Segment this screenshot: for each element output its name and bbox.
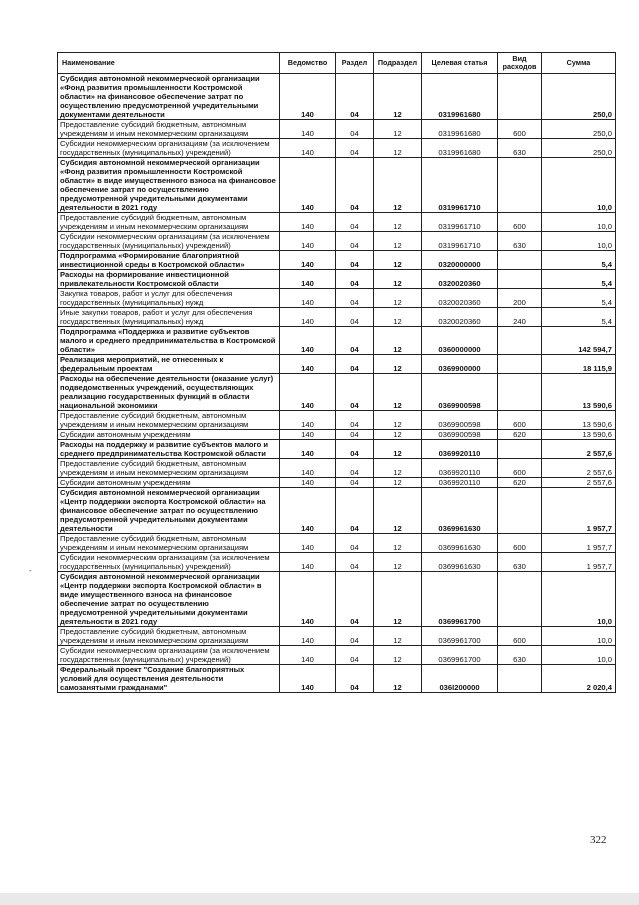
cell-vedomstvo: 140 <box>280 270 336 289</box>
cell-podrazdel: 12 <box>374 120 422 139</box>
table-row <box>58 139 616 158</box>
cell-vid-rashodov <box>498 158 542 213</box>
cell-celevaya-statya: 0320020360 <box>422 308 498 327</box>
cell-vedomstvo: 140 <box>280 213 336 232</box>
cell-vedomstvo: 140 <box>280 430 336 440</box>
cell-razdel: 04 <box>336 327 374 355</box>
cell-name: Субсидии некоммерческим организациям (за исключением государственных (муниципальных) учреждений) <box>58 646 280 665</box>
cell-summa: 1 957,7 <box>542 553 616 572</box>
cell-vedomstvo: 140 <box>280 459 336 478</box>
cell-summa: 2 557,6 <box>542 459 616 478</box>
table-row <box>58 478 616 488</box>
cell-razdel: 04 <box>336 232 374 251</box>
cell-razdel: 04 <box>336 213 374 232</box>
cell-podrazdel: 12 <box>374 232 422 251</box>
cell-vid-rashodov <box>498 488 542 534</box>
cell-vid-rashodov: 630 <box>498 646 542 665</box>
cell-vid-rashodov <box>498 74 542 120</box>
cell-vedomstvo: 140 <box>280 488 336 534</box>
header-name: Наименование <box>58 53 280 74</box>
cell-podrazdel: 12 <box>374 534 422 553</box>
cell-summa: 10,0 <box>542 627 616 646</box>
cell-name: Предоставление субсидий бюджетным, автономным учреждениям и иным некоммерческим организациям <box>58 120 280 139</box>
cell-podrazdel: 12 <box>374 478 422 488</box>
cell-vid-rashodov <box>498 270 542 289</box>
cell-summa: 13 590,6 <box>542 430 616 440</box>
budget-table <box>57 52 616 693</box>
cell-celevaya-statya: 0320020360 <box>422 270 498 289</box>
cell-summa: 250,0 <box>542 139 616 158</box>
cell-vedomstvo: 140 <box>280 251 336 270</box>
cell-summa: 5,4 <box>542 308 616 327</box>
cell-vedomstvo: 140 <box>280 232 336 251</box>
cell-razdel: 04 <box>336 665 374 693</box>
cell-celevaya-statya: 0369961630 <box>422 488 498 534</box>
cell-celevaya-statya: 0360000000 <box>422 327 498 355</box>
cell-summa: 2 557,6 <box>542 440 616 459</box>
cell-podrazdel: 12 <box>374 665 422 693</box>
cell-vid-rashodov <box>498 251 542 270</box>
cell-vedomstvo: 140 <box>280 646 336 665</box>
cell-summa: 2 020,4 <box>542 665 616 693</box>
cell-vedomstvo: 140 <box>280 572 336 627</box>
cell-vid-rashodov: 600 <box>498 534 542 553</box>
cell-vedomstvo: 140 <box>280 440 336 459</box>
table-row <box>58 553 616 572</box>
cell-vid-rashodov: 620 <box>498 430 542 440</box>
page-number: 322 <box>590 834 607 846</box>
cell-summa: 13 590,6 <box>542 374 616 411</box>
header-summa: Сумма <box>542 53 616 74</box>
cell-podrazdel: 12 <box>374 459 422 478</box>
cell-podrazdel: 12 <box>374 440 422 459</box>
cell-name: Предоставление субсидий бюджетным, автономным учреждениям и иным некоммерческим организациям <box>58 627 280 646</box>
cell-podrazdel: 12 <box>374 270 422 289</box>
cell-vedomstvo: 140 <box>280 327 336 355</box>
cell-podrazdel: 12 <box>374 158 422 213</box>
cell-vedomstvo: 140 <box>280 411 336 430</box>
table-row <box>58 158 616 213</box>
table-row <box>58 459 616 478</box>
cell-podrazdel: 12 <box>374 308 422 327</box>
cell-summa: 13 590,6 <box>542 411 616 430</box>
cell-name: Субсидия автономной некоммерческой организации «Фонд развития промышленности Костромской области» на финансовое обеспечение затрат по осуществлению предусмотренной учредительными документами деятельности <box>58 74 280 120</box>
table-row <box>58 430 616 440</box>
bottom-band <box>0 893 639 905</box>
cell-vid-rashodov: 630 <box>498 232 542 251</box>
table-row <box>58 374 616 411</box>
cell-summa: 1 957,7 <box>542 488 616 534</box>
cell-vid-rashodov <box>498 355 542 374</box>
cell-vid-rashodov <box>498 665 542 693</box>
cell-vedomstvo: 140 <box>280 139 336 158</box>
cell-name: Предоставление субсидий бюджетным, автономным учреждениям и иным некоммерческим организациям <box>58 534 280 553</box>
cell-razdel: 04 <box>336 355 374 374</box>
cell-vid-rashodov: 600 <box>498 459 542 478</box>
table-row <box>58 308 616 327</box>
cell-celevaya-statya: 0319961680 <box>422 74 498 120</box>
cell-podrazdel: 12 <box>374 139 422 158</box>
cell-name: Субсидия автономной некоммерческой организации «Центр поддержки экспорта Костромской области» в виде имущественного взноса на финансовое обеспечение затрат по осуществлению предусмотренной учредительными документами деятельности в 2021 году <box>58 572 280 627</box>
table-row <box>58 411 616 430</box>
cell-podrazdel: 12 <box>374 553 422 572</box>
cell-razdel: 04 <box>336 158 374 213</box>
cell-podrazdel: 12 <box>374 213 422 232</box>
cell-vedomstvo: 140 <box>280 627 336 646</box>
cell-vedomstvo: 140 <box>280 120 336 139</box>
cell-razdel: 04 <box>336 139 374 158</box>
cell-celevaya-statya: 0369900000 <box>422 355 498 374</box>
cell-vid-rashodov: 630 <box>498 139 542 158</box>
cell-celevaya-statya: 0369920110 <box>422 478 498 488</box>
cell-podrazdel: 12 <box>374 355 422 374</box>
cell-vedomstvo: 140 <box>280 158 336 213</box>
cell-razdel: 04 <box>336 440 374 459</box>
cell-summa: 250,0 <box>542 74 616 120</box>
cell-name: Реализация мероприятий, не отнесенных к федеральным проектам <box>58 355 280 374</box>
cell-vedomstvo: 140 <box>280 478 336 488</box>
cell-razdel: 04 <box>336 270 374 289</box>
cell-podrazdel: 12 <box>374 251 422 270</box>
cell-celevaya-statya: 0320020360 <box>422 289 498 308</box>
cell-razdel: 04 <box>336 289 374 308</box>
cell-celevaya-statya: 0320000000 <box>422 251 498 270</box>
cell-summa: 5,4 <box>542 251 616 270</box>
cell-razdel: 04 <box>336 534 374 553</box>
cell-vedomstvo: 140 <box>280 355 336 374</box>
cell-name: Субсидии некоммерческим организациям (за исключением государственных (муниципальных) учреждений) <box>58 139 280 158</box>
cell-razdel: 04 <box>336 74 374 120</box>
table-row <box>58 120 616 139</box>
side-mark: - <box>29 566 32 575</box>
cell-vid-rashodov: 600 <box>498 411 542 430</box>
cell-podrazdel: 12 <box>374 627 422 646</box>
cell-name: Иные закупки товаров, работ и услуг для обеспечения государственных (муниципальных) нужд <box>58 308 280 327</box>
cell-vid-rashodov: 600 <box>498 120 542 139</box>
cell-name: Субсидии автономным учреждениям <box>58 430 280 440</box>
table-row <box>58 355 616 374</box>
cell-summa: 5,4 <box>542 289 616 308</box>
table-row <box>58 74 616 120</box>
cell-celevaya-statya: 0369900598 <box>422 411 498 430</box>
table-row <box>58 627 616 646</box>
cell-name: Федеральный проект "Создание благоприятных условий для осуществления деятельности самозанятыми гражданами" <box>58 665 280 693</box>
table-row <box>58 232 616 251</box>
cell-name: Закупка товаров, работ и услуг для обеспечения государственных (муниципальных) нужд <box>58 289 280 308</box>
cell-vid-rashodov <box>498 572 542 627</box>
cell-razdel: 04 <box>336 478 374 488</box>
cell-podrazdel: 12 <box>374 289 422 308</box>
cell-celevaya-statya: 0369961630 <box>422 553 498 572</box>
cell-celevaya-statya: 0369900598 <box>422 374 498 411</box>
cell-podrazdel: 12 <box>374 74 422 120</box>
cell-podrazdel: 12 <box>374 430 422 440</box>
cell-name: Расходы на поддержку и развитие субъектов малого и среднего предпринимательства Костромской области <box>58 440 280 459</box>
table-row <box>58 251 616 270</box>
cell-razdel: 04 <box>336 646 374 665</box>
cell-summa: 10,0 <box>542 158 616 213</box>
cell-razdel: 04 <box>336 430 374 440</box>
cell-celevaya-statya: 0319961710 <box>422 158 498 213</box>
cell-podrazdel: 12 <box>374 646 422 665</box>
cell-name: Предоставление субсидий бюджетным, автономным учреждениям и иным некоммерческим организациям <box>58 213 280 232</box>
cell-vid-rashodov: 600 <box>498 627 542 646</box>
cell-celevaya-statya: 0369961700 <box>422 572 498 627</box>
cell-celevaya-statya: 0319961710 <box>422 232 498 251</box>
cell-razdel: 04 <box>336 251 374 270</box>
cell-celevaya-statya: 0369920110 <box>422 440 498 459</box>
cell-name: Субсидии некоммерческим организациям (за исключением государственных (муниципальных) учреждений) <box>58 553 280 572</box>
cell-vedomstvo: 140 <box>280 374 336 411</box>
cell-vid-rashodov <box>498 440 542 459</box>
cell-vid-rashodov: 200 <box>498 289 542 308</box>
header-vedomstvo: Ведомство <box>280 53 336 74</box>
cell-celevaya-statya: 0319961710 <box>422 213 498 232</box>
table-row <box>58 534 616 553</box>
table-header <box>58 53 616 74</box>
cell-summa: 5,4 <box>542 270 616 289</box>
cell-vid-rashodov <box>498 327 542 355</box>
table-row <box>58 270 616 289</box>
cell-vid-rashodov: 600 <box>498 213 542 232</box>
header-vid-rashodov: Вид расходов <box>498 53 542 74</box>
cell-razdel: 04 <box>336 374 374 411</box>
cell-vid-rashodov: 630 <box>498 553 542 572</box>
table-row <box>58 289 616 308</box>
table-row <box>58 213 616 232</box>
cell-celevaya-statya: 0369920110 <box>422 459 498 478</box>
cell-vid-rashodov: 240 <box>498 308 542 327</box>
cell-summa: 250,0 <box>542 120 616 139</box>
cell-summa: 2 557,6 <box>542 478 616 488</box>
cell-vid-rashodov <box>498 374 542 411</box>
cell-vedomstvo: 140 <box>280 74 336 120</box>
cell-name: Подпрограмма «Поддержка и развитие субъектов малого и среднего предпринимательства в Костромской области» <box>58 327 280 355</box>
cell-razdel: 04 <box>336 488 374 534</box>
header-razdel: Раздел <box>336 53 374 74</box>
cell-name: Субсидия автономной некоммерческой организации «Центр поддержки экспорта Костромской области» на финансовое обеспечение затрат по осуществлению предусмотренной учредительными документами деятельности <box>58 488 280 534</box>
cell-name: Подпрограмма «Формирование благоприятной инвестиционной среды в Костромской области» <box>58 251 280 270</box>
table-body <box>58 74 616 693</box>
cell-name: Расходы на обеспечение деятельности (оказание услуг) подведомственных учреждений, осуществляющих реализацию государственных функций в области национальной экономики <box>58 374 280 411</box>
cell-name: Субсидия автономной некоммерческой организации «Фонд развития промышленности Костромской области» в виде имущественного взноса на финансовое обеспечение затрат по осуществлению предусмотренной учредительными документами деятельности в 2021 году <box>58 158 280 213</box>
cell-vedomstvo: 140 <box>280 553 336 572</box>
header-podrazdel: Подраздел <box>374 53 422 74</box>
cell-vedomstvo: 140 <box>280 534 336 553</box>
cell-celevaya-statya: 036I200000 <box>422 665 498 693</box>
cell-celevaya-statya: 0319961680 <box>422 139 498 158</box>
cell-celevaya-statya: 0369900598 <box>422 430 498 440</box>
cell-vedomstvo: 140 <box>280 289 336 308</box>
cell-razdel: 04 <box>336 120 374 139</box>
table-row <box>58 665 616 693</box>
header-celevaya-statya: Целевая статья <box>422 53 498 74</box>
cell-vid-rashodov: 620 <box>498 478 542 488</box>
cell-podrazdel: 12 <box>374 572 422 627</box>
cell-name: Субсидии автономным учреждениям <box>58 478 280 488</box>
cell-celevaya-statya: 0369961630 <box>422 534 498 553</box>
cell-celevaya-statya: 0369961700 <box>422 646 498 665</box>
cell-summa: 1 957,7 <box>542 534 616 553</box>
cell-razdel: 04 <box>336 627 374 646</box>
cell-razdel: 04 <box>336 411 374 430</box>
cell-podrazdel: 12 <box>374 411 422 430</box>
cell-podrazdel: 12 <box>374 327 422 355</box>
cell-podrazdel: 12 <box>374 374 422 411</box>
cell-summa: 10,0 <box>542 572 616 627</box>
cell-celevaya-statya: 0319961680 <box>422 120 498 139</box>
cell-name: Субсидии некоммерческим организациям (за исключением государственных (муниципальных) учреждений) <box>58 232 280 251</box>
cell-razdel: 04 <box>336 308 374 327</box>
cell-celevaya-statya: 0369961700 <box>422 627 498 646</box>
table-row <box>58 488 616 534</box>
cell-summa: 10,0 <box>542 646 616 665</box>
cell-summa: 142 594,7 <box>542 327 616 355</box>
table-row <box>58 646 616 665</box>
cell-name: Предоставление субсидий бюджетным, автономным учреждениям и иным некоммерческим организациям <box>58 411 280 430</box>
cell-vedomstvo: 140 <box>280 665 336 693</box>
table-row <box>58 572 616 627</box>
cell-razdel: 04 <box>336 459 374 478</box>
cell-name: Расходы на формирование инвестиционной привлекательности Костромской области <box>58 270 280 289</box>
cell-summa: 10,0 <box>542 213 616 232</box>
cell-name: Предоставление субсидий бюджетным, автономным учреждениям и иным некоммерческим организациям <box>58 459 280 478</box>
cell-vedomstvo: 140 <box>280 308 336 327</box>
table-row <box>58 327 616 355</box>
cell-summa: 18 115,9 <box>542 355 616 374</box>
cell-razdel: 04 <box>336 553 374 572</box>
cell-razdel: 04 <box>336 572 374 627</box>
cell-summa: 10,0 <box>542 232 616 251</box>
cell-podrazdel: 12 <box>374 488 422 534</box>
table-row <box>58 440 616 459</box>
